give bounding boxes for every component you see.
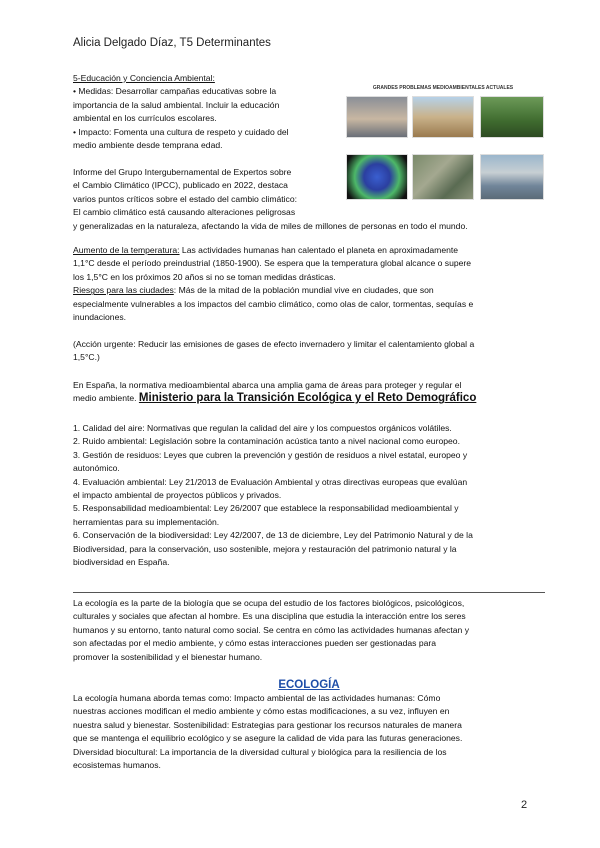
collage-caption: GRANDES PROBLEMAS MEDIOAMBIENTALES ACTUALES <box>372 85 514 91</box>
urgent-action-line: (Acción urgente: Reducir las emisiones de gases de efecto invernadero y limitar el calentamiento global a <box>73 339 475 349</box>
ecology-line: son afectadas por el medio ambiente, y cómo estas interacciones pueden ser gestionadas para <box>73 638 437 649</box>
page-number: 2 <box>521 799 528 811</box>
ecology-line: La ecología es la parte de la biología que se ocupa del estudio de los factores biológicos, psicológicos, <box>73 598 465 608</box>
ipcc-line: varios puntos críticos sobre el estado del cambio climático: <box>73 193 298 204</box>
section-5-line: ambiental en los currículos escolares. <box>73 113 217 124</box>
regulations-list <box>73 422 545 569</box>
section-5-line: importancia de la salud ambiental. Incluir la educación <box>73 99 280 110</box>
risks-text: : Más de la mitad de la población mundial vive en ciudades, que son <box>173 285 434 296</box>
ecology-line: promover la sostenibilidad y el bienestar humano. <box>73 651 263 662</box>
risks-label: Riesgos para las ciudades <box>73 285 174 296</box>
list-item: herramientas para su implementación. <box>73 516 220 527</box>
ecology-definition <box>73 597 545 664</box>
list-item: 5. Responsabilidad medioambiental: Ley 26/2007 que establece la responsabilidad medioambiental y <box>73 503 459 514</box>
ipcc-line: y generalizadas en la naturaleza, afectando la vida de miles de millones de personas en todo el mundo. <box>73 220 468 231</box>
smokestack-pollution-photo <box>346 96 408 138</box>
urgent-action <box>73 338 545 365</box>
ecology-topic-line: ecosistemas humanos. <box>73 760 161 771</box>
list-item: biodiversidad en España. <box>73 557 170 568</box>
spain-line <box>73 392 545 405</box>
page-header: Alicia Delgado Díaz, T5 Determinantes <box>73 37 271 49</box>
ipcc-line: El cambio climático está causando alteraciones peligrosas <box>73 207 296 218</box>
risks-line: especialmente vulnerables a los impactos del cambio climático, como olas de calor, tormentas, sequías e <box>73 298 474 309</box>
temperature-label: Aumento de la temperatura: <box>73 245 180 255</box>
list-item: Biodiversidad, para la conservación, uso sostenible, mejora y restauración del patrimonio natural y la <box>73 543 457 554</box>
list-item: 1. Calidad del aire: Normativas que regulan la calidad del aire y los compuestos orgánicos volátiles. <box>73 423 452 433</box>
ministerio-link[interactable]: Ministerio para la Transición Ecológica y el Reto Demográfico <box>138 392 477 405</box>
forest-photo <box>480 96 544 138</box>
ipcc-paragraph <box>73 166 553 233</box>
ecology-topic-line: nuestra salud y bienestar. Sostenibilidad: Estrategias para gestionar los recursos naturales de manera <box>73 719 462 730</box>
section-5-line: • Impacto: Fomenta una cultura de respeto y cuidado del <box>73 126 289 137</box>
list-item: autonómico. <box>73 463 120 474</box>
ecology-topic-line: que se mantenga el equilibrio ecológico y se asegure la calidad de vida para las futuras generaciones. <box>73 733 463 744</box>
section-5-line: • Medidas: Desarrollar campañas educativas sobre la <box>73 86 277 97</box>
temperature-line <box>73 244 545 257</box>
list-item: 2. Ruido ambiental: Legislación sobre la contaminación acústica tanto a nivel nacional como europeo. <box>73 436 460 447</box>
urgent-action-line: 1,5°C.) <box>73 352 100 363</box>
ipcc-line: el Cambio Climático (IPCC), publicado en 2022, destaca <box>73 180 288 191</box>
ecology-topic-line: Diversidad biocultural: La importancia de la diversidad cultural y biológica para la resiliencia de los <box>73 746 447 757</box>
temperature-risks <box>73 244 545 324</box>
ecology-topic-line: La ecología humana aborda temas como: Impacto ambiental de las actividades humanas: Cómo <box>73 693 441 703</box>
risks-line <box>73 284 545 297</box>
list-item: 3. Gestión de residuos: Leyes que cubren la prevención y gestión de residuos a nivel estatal, europeo y <box>73 449 468 460</box>
section-5 <box>73 72 335 152</box>
temperature-line: los 1,5°C en los próximos 20 años si no se toman medidas drásticas. <box>73 271 336 282</box>
section-5-heading: 5-Educación y Conciencia Ambiental: <box>73 73 215 83</box>
ipcc-line: Informe del Grupo Intergubernamental de Expertos sobre <box>73 167 292 177</box>
list-item: el impacto ambiental de proyectos públicos y privados. <box>73 490 282 501</box>
ecology-line: humanos y su entorno, tanto natural como social. Se centra en cómo las actividades humanas afectan y <box>73 624 470 635</box>
temperature-line: 1,1°C desde el período preindustrial (1850-1900). Se espera que la temperatura global alcance o supere <box>73 258 472 269</box>
temperature-text: Las actividades humanas han calentado el planeta en aproximadamente <box>179 245 459 255</box>
spain-paragraph <box>73 379 545 406</box>
list-item: 6. Conservación de la biodiversidad: Ley 42/2007, de 13 de diciembre, Ley del Patrimonio Natural y de la <box>73 530 473 541</box>
ecology-topics <box>73 692 545 772</box>
spain-text: medio ambiente. <box>73 393 139 404</box>
list-item: 4. Evaluación ambiental: Ley 21/2013 de Evaluación Ambiental y otras directivas europeas que evalúan <box>73 476 468 487</box>
spain-line: En España, la normativa medioambiental abarca una amplia gama de áreas para proteger y regular el <box>73 380 462 390</box>
ecology-line: culturales y sociales que afectan al hombre. Es una disciplina que estudia la interacción entre los seres <box>73 611 466 622</box>
ecology-topic-line: nuestras acciones modifican el medio ambiente y cómo estas modificaciones, a su vez, influyen en <box>73 706 450 717</box>
ecologia-heading[interactable]: ECOLOGÍA <box>278 679 340 691</box>
dry-tree-desert-photo <box>412 96 474 138</box>
section-5-line: medio ambiente desde temprana edad. <box>73 140 223 151</box>
risks-line: inundaciones. <box>73 312 127 323</box>
divider <box>73 592 545 593</box>
